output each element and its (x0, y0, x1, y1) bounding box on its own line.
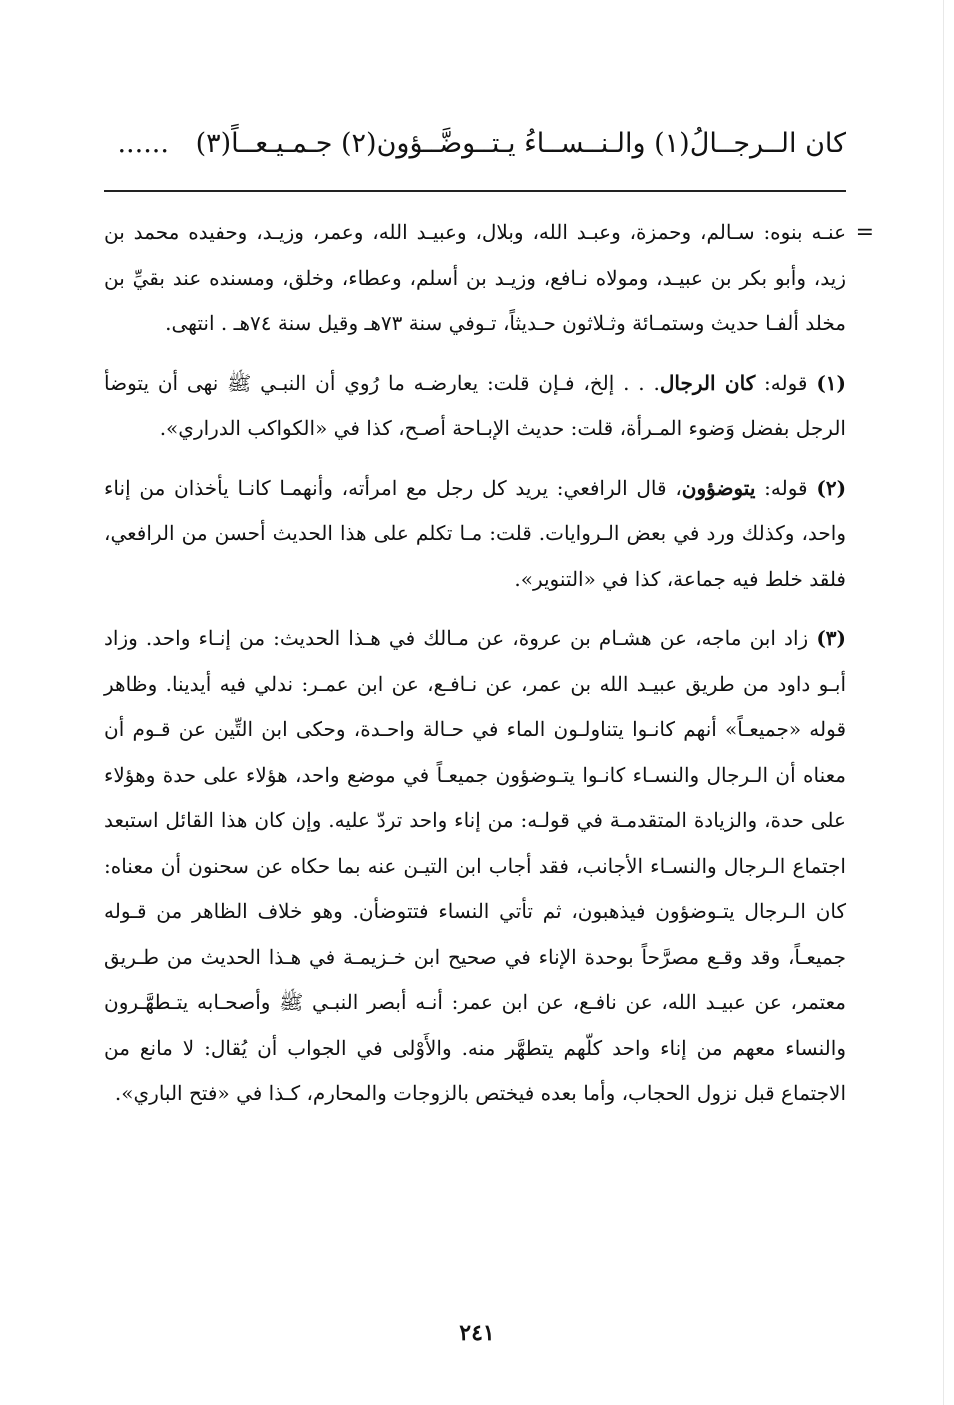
footnote-2-term: يتوضؤون (681, 475, 756, 500)
footnote-1-number: (١) (816, 370, 846, 395)
footnote-3 (104, 616, 846, 1117)
footnote-separator (104, 190, 846, 192)
footnote-3-number: (٣) (816, 626, 846, 650)
footnote-1-lead: قوله: (764, 370, 808, 395)
footnote-1-body: . . . إلخ، فـإن قلت: يعارضـه ما رُوي أن النبـي ﷺ نهى أن يتوضأ الرجل بفضل وَضوء المـرأة، قلت: حديث الإبـاحة أصـح، كذا في «الكواكب الدراري». (104, 370, 846, 440)
footnote-3-body: زاد ابن ماجه، عن هشـام بن عروة، عن مـالك في هـذا الحديث: من إنـاء واحد. وزاد أبـو داود من طريق عبيـد الله بن عمر، عن نـافـع، عن ابن عمـر: ندلي فيه أيدينا. وظاهر قوله «جميعـاً» أنهم كانـوا يتناولـون الماء في حـالة واحـدة، وحكى ابن التِّين عن قـوم أن معناه أن الـرجال والنسـاء كانـوا يتـوضؤون جميعـاً في موضع واحد، هؤلاء على حدة وهؤلاء على حدة، والزيادة المتقدمـة في قولـه: من إناء واحد تردّ عليه. وإن كان هذا القائل استبعد اجتماع الـرجال والنسـاء الأجانب، فقد أجاب ابن التيـن عنه بما حكاه عن سحنون أن معناه: كان الـرجال يتـوضؤون فيذهبون، ثم تأتي النساء فتتوضأن. وهو خلاف الظاهر من قـوله جميعـاً، وقد وقـع مصرَّحاً بوحدة الإناء في صحيح ابن خـزيمـة في هـذا الحديث من طـريق معتمر، عن عبيـد الله، عن نافـع، عن ابن عمر: أنـه أبصر النبـي ﷺ وأصحـابه يتـطهَّـرون والنساء معهم من إناء واحد كلّهم يتطهَّر منه. والأَوْلى في الجواب أن يُقال: لا مانع من الاجتماع قبل نزول الحجاب، وأما بعده فيختص بالزوجات والمحارم، كـذا في «فتح الباري». (104, 626, 846, 1105)
footnotes-section (104, 210, 874, 1117)
footnote-1 (104, 361, 846, 452)
footnote-2-number: (٢) (816, 475, 847, 500)
footnote-continued (104, 210, 874, 347)
continuation-mark: = (855, 220, 874, 245)
footnote-1-term: كان الرجال (659, 370, 756, 395)
main-text-line (100, 118, 846, 170)
main-text: كان الــرجــالُ(١) والـنــســاءُ يـتــوضَّــؤون(٢) جـمـيـعــاً(٣) (195, 128, 846, 159)
main-text-ellipsis: ...... (117, 128, 169, 159)
footnote-2 (104, 466, 846, 603)
page-number: ٢٤١ (459, 1320, 495, 1346)
footnote-2-body: ، قال الرافعي: يريد كل رجل مع امرأته، وأنهمـا كانـا يأخذان من إناء واحد، وكذلك ورد في بعض الـروايات. قلت: مـا تكلم على هذا الحديث أحسن من الرافعي، فلقد خلط فيه جماعة، كذا في «التنوير». (104, 475, 846, 591)
footnote-2-lead: قوله: (764, 475, 808, 500)
footnote-continued-text: عنـه بنوه: سـالم، وحمزة، وعبـد الله، وبلال، وعبيـد الله، وعمر، وزيـد، وحفيده محمد بن زيد، وأبو بكر بن عبيـد، ومولاه نـافع، وزيـد بن أسلم، وعطاء، وخلق، ومسنده عند بقيِّ بن مخلد ألفـا حديث وستمـائة وثـلاثون حـديثاً، تـوفي سنة ٧٣هـ وقيل سنة ٧٤هـ . انتهى. (104, 220, 846, 335)
page-edge-line (943, 0, 944, 1405)
